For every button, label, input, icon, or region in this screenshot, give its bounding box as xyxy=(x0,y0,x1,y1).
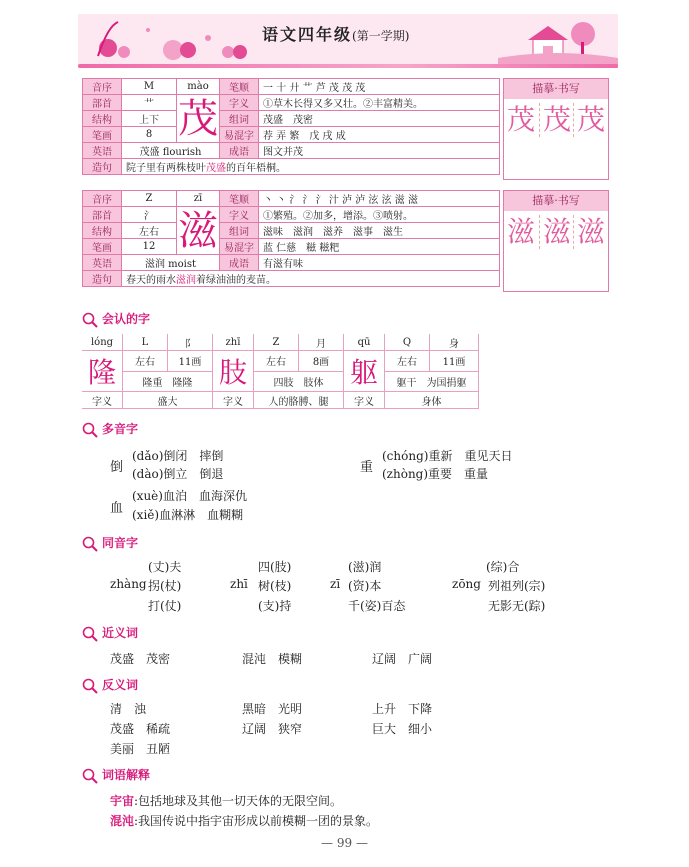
card-label: 成语 xyxy=(220,255,259,271)
homophone-word: (综)合 xyxy=(486,560,520,574)
card-value: 左右 xyxy=(122,223,177,239)
card-label: 结构 xyxy=(83,111,122,127)
explain-definition: :我国传说中指宇宙形成以前模糊一团的景象。 xyxy=(134,814,379,828)
section-title: 反义词 xyxy=(102,678,139,692)
antonym-pair: 巨大 细小 xyxy=(372,722,433,736)
magnifier-icon xyxy=(82,626,98,642)
section-heading-homophone xyxy=(82,534,138,552)
section-heading-polyphone xyxy=(82,420,138,438)
card-value: 丶 丶 氵 氵 氵 汁 泸 泸 泫 泫 滋 滋 xyxy=(259,191,500,207)
card-label: 部首 xyxy=(83,207,122,223)
copy-char: 滋 xyxy=(573,215,608,249)
example-sentence xyxy=(122,271,500,287)
card-value: 滋味 滋润 滋养 滋事 滋生 xyxy=(259,223,500,239)
card-label: 组词 xyxy=(220,223,259,239)
card-value: 蓝 仁慈 糍 糍粑 xyxy=(259,239,500,255)
card-value: 一 十 廾 艹 芦 茂 茂 茂 xyxy=(259,79,500,95)
copy-box-mao xyxy=(503,78,609,180)
synonym-pair: 混沌 模糊 xyxy=(242,652,303,666)
grid-character: 躯 xyxy=(344,351,385,392)
explain-entry xyxy=(110,812,378,829)
grid-pinyin: zhī xyxy=(213,334,254,351)
homophone-word: (资)本 xyxy=(348,579,382,593)
grid-character: 隆 xyxy=(82,351,123,392)
card-value: 上下 xyxy=(122,111,177,127)
section-heading-explain xyxy=(82,766,150,784)
card-label: 字义 xyxy=(220,95,259,111)
card-label: 易混字 xyxy=(220,127,259,143)
antonym-pair: 上升 下降 xyxy=(372,702,433,716)
grid-words: 隆重 隆隆 xyxy=(123,371,213,392)
antonym-pair: 黑暗 光明 xyxy=(242,702,303,716)
grid-meaning-label: 字义 xyxy=(213,392,254,409)
grid-letter: Z xyxy=(254,334,299,351)
sentence-text: 春天的雨水 xyxy=(126,275,176,286)
copy-box-title: 描摹·书写 xyxy=(504,79,608,99)
card-label: 造句 xyxy=(83,159,122,175)
header-rule xyxy=(78,64,618,68)
antonym-pair: 茂盛 稀疏 xyxy=(110,722,171,736)
homophone-word: (丈)夫 xyxy=(148,560,182,574)
card-value: 8 xyxy=(122,127,177,143)
polyphone-reading: (dǎo)倒闭 摔倒 xyxy=(132,449,224,463)
homophone-word: (支)持 xyxy=(258,599,292,613)
polyphone-char: 重 xyxy=(360,460,374,475)
card-label: 部首 xyxy=(83,95,122,111)
card-value: Z xyxy=(122,191,177,207)
polyphone-reading: (chóng)重新 重见天日 xyxy=(382,449,513,463)
magnifier-icon xyxy=(82,768,98,784)
grid-strokes: 11画 xyxy=(168,351,213,372)
card-value: 茂盛 flourish xyxy=(122,143,220,159)
card-value: ①繁殖。②加多，增添。③喷射。 xyxy=(259,207,500,223)
magnifier-icon xyxy=(82,422,98,438)
grid-letter: L xyxy=(123,334,168,351)
homophone-word: 千(姿)百态 xyxy=(348,599,406,613)
page-title: 语文四年级(第一学期) xyxy=(262,25,410,44)
copy-box-zi xyxy=(503,190,609,292)
grid-meaning-label: 字义 xyxy=(344,392,385,409)
big-character: 滋 xyxy=(178,207,218,254)
homophone-word: (滋)润 xyxy=(348,560,382,574)
grid-meaning-label: 字义 xyxy=(82,392,123,409)
polyphone-char: 血 xyxy=(110,501,124,516)
sentence-text: 着绿油油的麦苗。 xyxy=(196,275,276,286)
grid-strokes: 11画 xyxy=(430,351,479,372)
card-value: 艹 xyxy=(122,95,177,111)
card-value: M xyxy=(122,79,177,95)
card-value: 滋润 moist xyxy=(122,255,220,271)
section-heading-antonym xyxy=(82,676,138,694)
grid-meaning: 身体 xyxy=(385,392,479,409)
card-label: 笔顺 xyxy=(220,191,259,207)
card-value: 氵 xyxy=(122,207,177,223)
card-label: 笔画 xyxy=(83,239,122,255)
synonym-pair: 辽阔 广阔 xyxy=(372,652,433,666)
card-label: 笔画 xyxy=(83,127,122,143)
polyphone-reading: (dào)倒立 倒退 xyxy=(132,467,224,481)
card-value: 有滋有味 xyxy=(259,255,500,271)
polyphone-reading: (zhòng)重要 重量 xyxy=(382,467,489,481)
homophone-pinyin: zōng xyxy=(452,577,481,591)
card-value: 荐 弄 繁 戊 戌 成 xyxy=(259,127,500,143)
card-value: 12 xyxy=(122,239,177,255)
explain-word: 混沌 xyxy=(110,814,135,828)
explain-entry xyxy=(110,792,342,809)
homophone-pinyin: zhàng xyxy=(110,577,147,591)
grid-pinyin: qū xyxy=(344,334,385,351)
recognize-grid xyxy=(82,334,479,409)
sentence-highlight: 茂盛 xyxy=(206,163,226,174)
card-pinyin: mào xyxy=(177,79,220,95)
copy-box-title: 描摹·书写 xyxy=(504,191,608,211)
example-sentence xyxy=(122,159,500,175)
section-title: 近义词 xyxy=(102,626,139,640)
grid-pinyin: lóng xyxy=(82,334,123,351)
polyphone-char: 倒 xyxy=(110,460,124,475)
grid-character: 肢 xyxy=(213,351,254,392)
page-number: — 99 — xyxy=(321,836,368,850)
copy-char: 茂 xyxy=(539,103,574,137)
magnifier-icon xyxy=(82,536,98,552)
grid-structure: 左右 xyxy=(254,351,299,372)
synonym-pair: 茂盛 茂密 xyxy=(110,652,171,666)
explain-definition: :包括地球及其他一切天体的无限空间。 xyxy=(134,794,343,808)
homophone-pinyin: zhī xyxy=(230,577,248,591)
grid-meaning: 盛大 xyxy=(123,392,213,409)
section-heading-recognize xyxy=(82,310,150,328)
copy-char: 滋 xyxy=(506,215,535,248)
sentence-text: 院子里有两株枝叶 xyxy=(126,163,206,174)
magnifier-icon xyxy=(82,312,98,328)
section-title: 会认的字 xyxy=(102,312,151,326)
card-label: 造句 xyxy=(83,271,122,287)
card-label: 英语 xyxy=(83,255,122,271)
grid-meaning: 人的胳膊、腿 xyxy=(254,392,344,409)
card-value: 图文并茂 xyxy=(259,143,500,159)
copy-char: 滋 xyxy=(539,215,574,249)
polyphone-reading: (xiě)血淋淋 血糊糊 xyxy=(132,508,244,522)
grid-structure: 左右 xyxy=(385,351,430,372)
card-value: ①草木长得又多又壮。②丰富精美。 xyxy=(259,95,500,111)
grid-radical: 身 xyxy=(430,334,479,351)
grid-structure: 左右 xyxy=(123,351,168,372)
card-label: 结构 xyxy=(83,223,122,239)
polyphone-reading: (xuè)血泊 血海深仇 xyxy=(132,489,247,503)
sentence-highlight: 滋润 xyxy=(176,275,196,286)
card-label: 成语 xyxy=(220,143,259,159)
char-card-zi xyxy=(82,190,500,287)
section-heading-synonym xyxy=(82,624,138,642)
card-label: 字义 xyxy=(220,207,259,223)
char-card-mao xyxy=(82,78,500,175)
homophone-word: 四(肢) xyxy=(258,560,292,574)
section-title: 同音字 xyxy=(102,536,139,550)
antonym-pair: 辽阔 狭窄 xyxy=(242,722,303,736)
card-label: 英语 xyxy=(83,143,122,159)
homophone-word: 打(仗) xyxy=(148,599,182,613)
copy-char: 茂 xyxy=(573,103,608,137)
antonym-pair: 清 浊 xyxy=(110,702,147,716)
section-title: 多音字 xyxy=(102,422,139,436)
grid-words: 四肢 肢体 xyxy=(254,371,344,392)
card-label: 易混字 xyxy=(220,239,259,255)
grid-radical: 阝 xyxy=(168,334,213,351)
grid-strokes: 8画 xyxy=(299,351,344,372)
card-label: 音序 xyxy=(83,191,122,207)
card-label: 笔顺 xyxy=(220,79,259,95)
card-label: 组词 xyxy=(220,111,259,127)
homophone-word: 拐(杖) xyxy=(148,579,182,593)
grid-radical: 月 xyxy=(299,334,344,351)
section-title: 词语解释 xyxy=(102,768,151,782)
homophone-pinyin: zī xyxy=(330,577,341,591)
homophone-word: 树(枝) xyxy=(258,579,292,593)
homophone-word: 无影无(踪) xyxy=(488,599,546,613)
homophone-word: 列祖列(宗) xyxy=(488,579,546,593)
sentence-text: 的百年梧桐。 xyxy=(226,163,286,174)
page-subtitle: (第一学期) xyxy=(352,29,410,43)
grid-letter: Q xyxy=(385,334,430,351)
explain-word: 宇宙 xyxy=(110,794,135,808)
copy-char: 茂 xyxy=(506,103,535,136)
grid-words: 躯干 为国捐躯 xyxy=(385,371,479,392)
big-character: 茂 xyxy=(178,95,218,142)
magnifier-icon xyxy=(82,678,98,694)
antonym-pair: 美丽 丑陋 xyxy=(110,742,171,756)
card-pinyin: zī xyxy=(177,191,220,207)
card-value: 茂盛 茂密 xyxy=(259,111,500,127)
card-label: 音序 xyxy=(83,79,122,95)
